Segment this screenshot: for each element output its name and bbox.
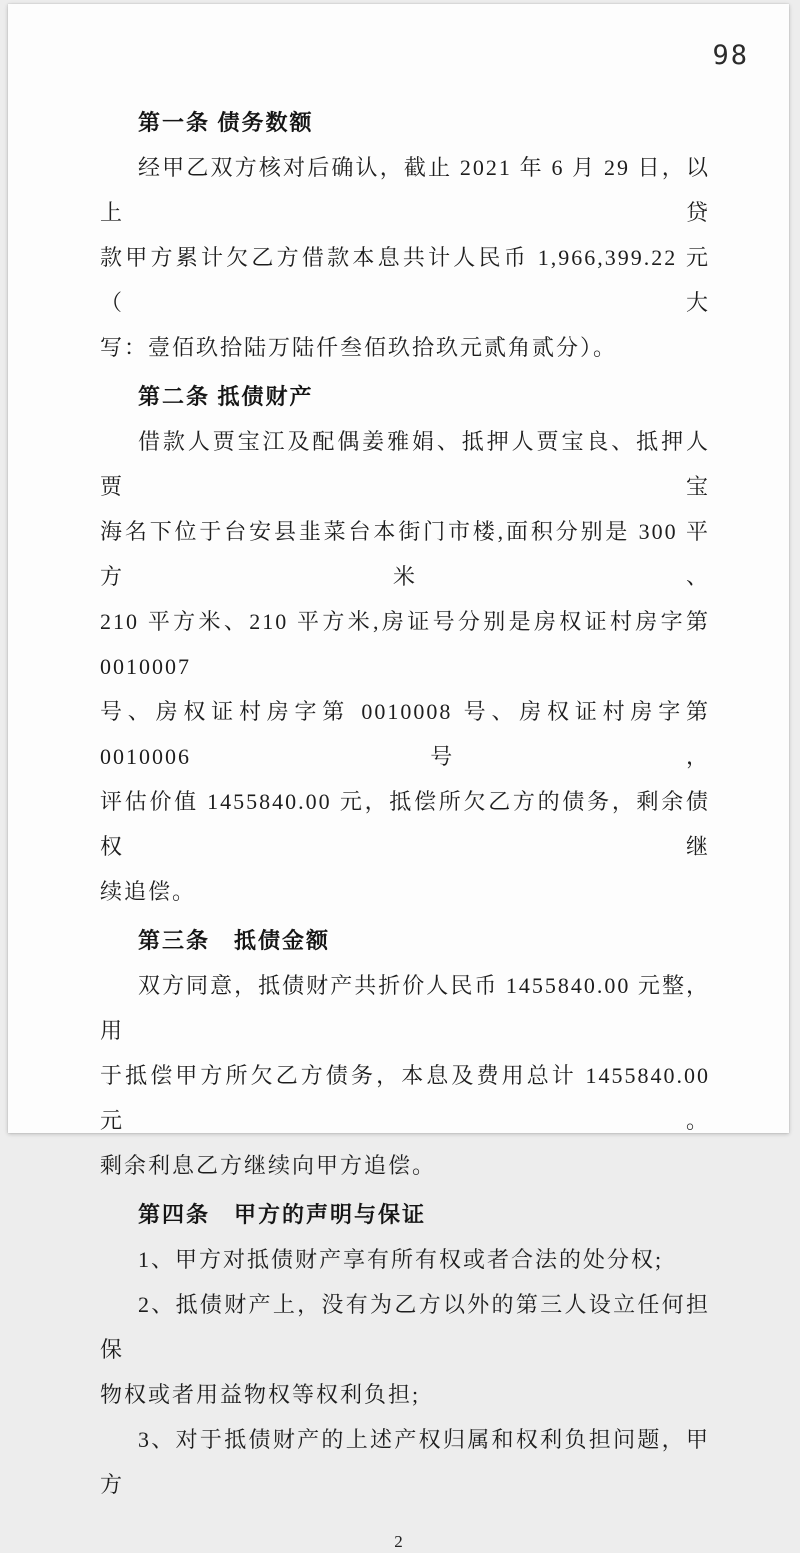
text-line: 1、甲方对抵债财产享有所有权或者合法的处分权; [138, 1247, 664, 1272]
footer-page-number: 2 [394, 1532, 403, 1551]
article-2-heading: 第二条 抵债财产 [138, 384, 314, 409]
text-line: 于抵偿甲方所欠乙方债务，本息及费用总计 1455840.00 元。 [100, 1063, 710, 1133]
text-line: 款甲方累计欠乙方借款本息共计人民币 1,966,399.22 元（大 [100, 245, 710, 315]
text-line: 借款人贾宝江及配偶姜雅娟、抵押人贾宝良、抵押人贾宝 [100, 429, 710, 499]
text-line: 海名下位于台安县韭菜台本街门市楼,面积分别是 300 平方米、 [100, 519, 710, 589]
text-line: 剩余利息乙方继续向甲方追偿。 [100, 1153, 437, 1178]
article-3-heading: 第三条 抵债金额 [138, 928, 331, 953]
text-line: 210 平方米、210 平方米,房证号分别是房权证村房字第 0010007 [100, 609, 710, 679]
article-1-heading: 第一条 债务数额 [138, 110, 314, 135]
text-line: 写：壹佰玖拾陆万陆仟叁佰玖拾玖元贰角贰分）。 [100, 335, 618, 360]
text-line: 3、对于抵债财产的上述产权归属和权利负担问题，甲方 [100, 1427, 710, 1497]
document-content [8, 4, 789, 1507]
text-line: 双方同意，抵债财产共折价人民币 1455840.00 元整，用 [100, 973, 710, 1043]
corner-page-number: 98 [712, 40, 749, 71]
text-line: 2、抵债财产上，没有为乙方以外的第三人设立任何担保 [100, 1292, 710, 1362]
text-line: 号、房权证村房字第 0010008 号、房权证村房字第 0010006 号， [100, 699, 710, 769]
article-4-heading: 第四条 甲方的声明与保证 [138, 1202, 427, 1227]
text-line: 续追偿。 [100, 879, 197, 904]
document-page [8, 4, 789, 1551]
text-line: 评估价值 1455840.00 元，抵偿所欠乙方的债务，剩余债权继 [100, 789, 710, 859]
text-line: 物权或者用益物权等权利负担; [100, 1382, 421, 1407]
text-line: 经甲乙双方核对后确认，截止 2021 年 6 月 29 日，以上贷 [100, 155, 710, 225]
